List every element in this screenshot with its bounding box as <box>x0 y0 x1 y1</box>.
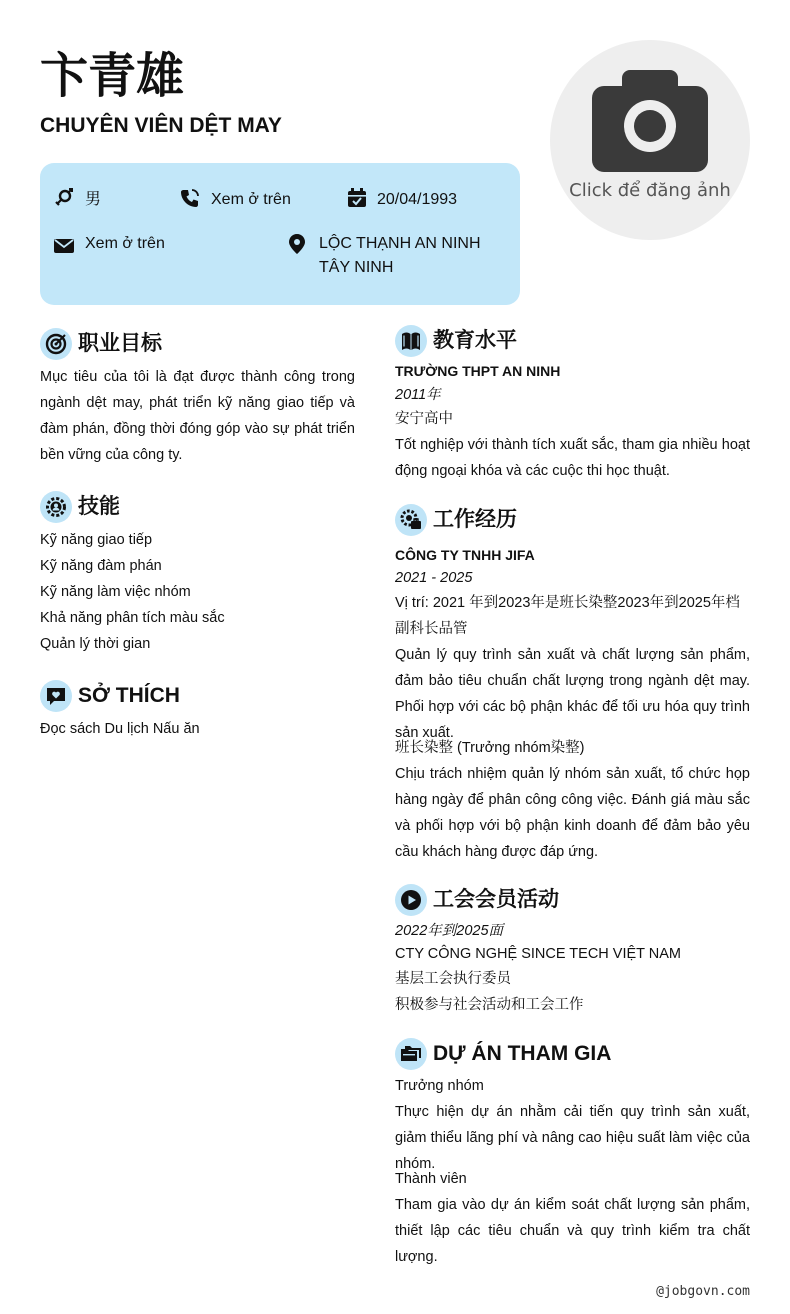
skills-icon <box>40 491 72 523</box>
experience-period: 2021 - 2025 <box>395 570 473 586</box>
experience-role-2: 班长染整 (Trưởng nhóm染整) <box>395 740 585 756</box>
objective-title: 职业目标 <box>78 332 162 355</box>
projects-heading <box>395 1038 611 1070</box>
footer-watermark: @jobgovn.com <box>656 1284 750 1299</box>
calendar-icon <box>347 188 367 208</box>
gender-icon <box>54 188 74 208</box>
phone-value: Xem ở trên <box>211 191 291 208</box>
skill-item: Quản lý thời gian <box>40 636 151 652</box>
school-name: TRƯỜNG THPT AN NINH <box>395 363 561 379</box>
phone-icon <box>180 188 200 208</box>
experience-desc: Quản lý quy trình sản xuất và chất lượng sản phẩm, đảm bảo tiêu chuẩn chất lượng trong ngành dệt may. Phối hợp với các bộ phận khác để tối ưu hóa quy trình sản xuất. <box>395 647 750 741</box>
experience-heading <box>395 504 517 536</box>
heart-chat-icon <box>40 680 72 712</box>
address-line-1: LỘC THẠNH AN NINH <box>319 235 481 252</box>
target-icon <box>40 328 72 360</box>
union-title: 工会会员活动 <box>433 888 559 911</box>
email-icon <box>54 235 74 255</box>
education-title: 教育水平 <box>433 329 517 352</box>
union-period: 2022年到2025面 <box>395 923 504 939</box>
company-name: CÔNG TY TNHH JIFA <box>395 547 535 563</box>
school-name-cn: 安宁高中 <box>395 411 453 427</box>
union-heading <box>395 884 559 916</box>
camera-icon <box>590 68 710 176</box>
project-desc: Thực hiện dự án nhằm cải tiến quy trình sản xuất, giảm thiểu lãng phí và nâng cao hiệu suất làm việc của nhóm. <box>395 1104 750 1172</box>
book-icon <box>395 325 427 357</box>
projects-title: DỰ ÁN THAM GIA <box>433 1042 612 1065</box>
experience-position: Vị trí: 2021 年到2023年是班长染整2023年到2025年档副科长品管 <box>395 595 740 637</box>
folders-icon <box>395 1038 427 1070</box>
hobbies-title: SỞ THÍCH <box>78 684 180 707</box>
skill-item: Kỹ năng đàm phán <box>40 558 162 574</box>
project-desc: Tham gia vào dự án kiểm soát chất lượng sản phẩm, thiết lập các tiêu chuẩn và quy trình kiểm tra chất lượng. <box>395 1197 750 1265</box>
photo-caption: Click để đăng ảnh <box>569 180 731 201</box>
hobbies-heading <box>40 680 180 712</box>
education-desc: Tốt nghiệp với thành tích xuất sắc, tham gia nhiều hoạt động ngoại khóa và các cuộc thi học thuật. <box>395 437 750 479</box>
project-role: Thành viên <box>395 1171 467 1187</box>
objective-text: Mục tiêu của tôi là đạt được thành công trong ngành dệt may, phát triển kỹ năng giao tiếp và đàm phán, đồng thời đóng góp vào sự phát triển bền vững của công ty. <box>40 369 355 463</box>
skills-heading <box>40 491 120 523</box>
contact-info-box <box>40 163 520 305</box>
objective-heading <box>40 328 162 360</box>
play-icon <box>395 884 427 916</box>
hobbies-text: Đọc sách Du lịch Nấu ăn <box>40 721 200 737</box>
experience-desc-2: Chịu trách nhiệm quản lý nhóm sản xuất, tổ chức họp hàng ngày để phân công công việc. Đánh giá màu sắc và phối hợp với bộ phận kinh doanh để đảm bảo yêu cầu khách hàng được đáp ứng. <box>395 766 750 860</box>
experience-title: 工作经历 <box>433 508 517 531</box>
gear-briefcase-icon <box>395 504 427 536</box>
photo-upload[interactable] <box>550 40 750 240</box>
union-desc: 积极参与社会活动和工会工作 <box>395 997 584 1013</box>
skill-item: Khả năng phân tích màu sắc <box>40 610 225 626</box>
skill-item: Kỹ năng làm việc nhóm <box>40 584 191 600</box>
union-org: CTY CÔNG NGHỆ SINCE TECH VIỆT NAM <box>395 946 682 962</box>
skill-item: Kỹ năng giao tiếp <box>40 532 153 548</box>
email-value: Xem ở trên <box>85 235 165 252</box>
candidate-name: 卞青雄 <box>40 48 185 104</box>
birthday-value: 20/04/1993 <box>377 191 458 208</box>
gender-value: 男 <box>85 191 102 208</box>
skills-title: 技能 <box>78 495 120 518</box>
union-role: 基层工会执行委员 <box>395 971 511 987</box>
address-line-2: TÂY NINH <box>319 259 394 276</box>
project-role: Trưởng nhóm <box>395 1078 484 1094</box>
education-year: 2011年 <box>395 387 441 403</box>
job-title: CHUYÊN VIÊN DỆT MAY <box>40 114 282 137</box>
education-heading <box>395 325 517 357</box>
location-icon <box>287 234 307 254</box>
